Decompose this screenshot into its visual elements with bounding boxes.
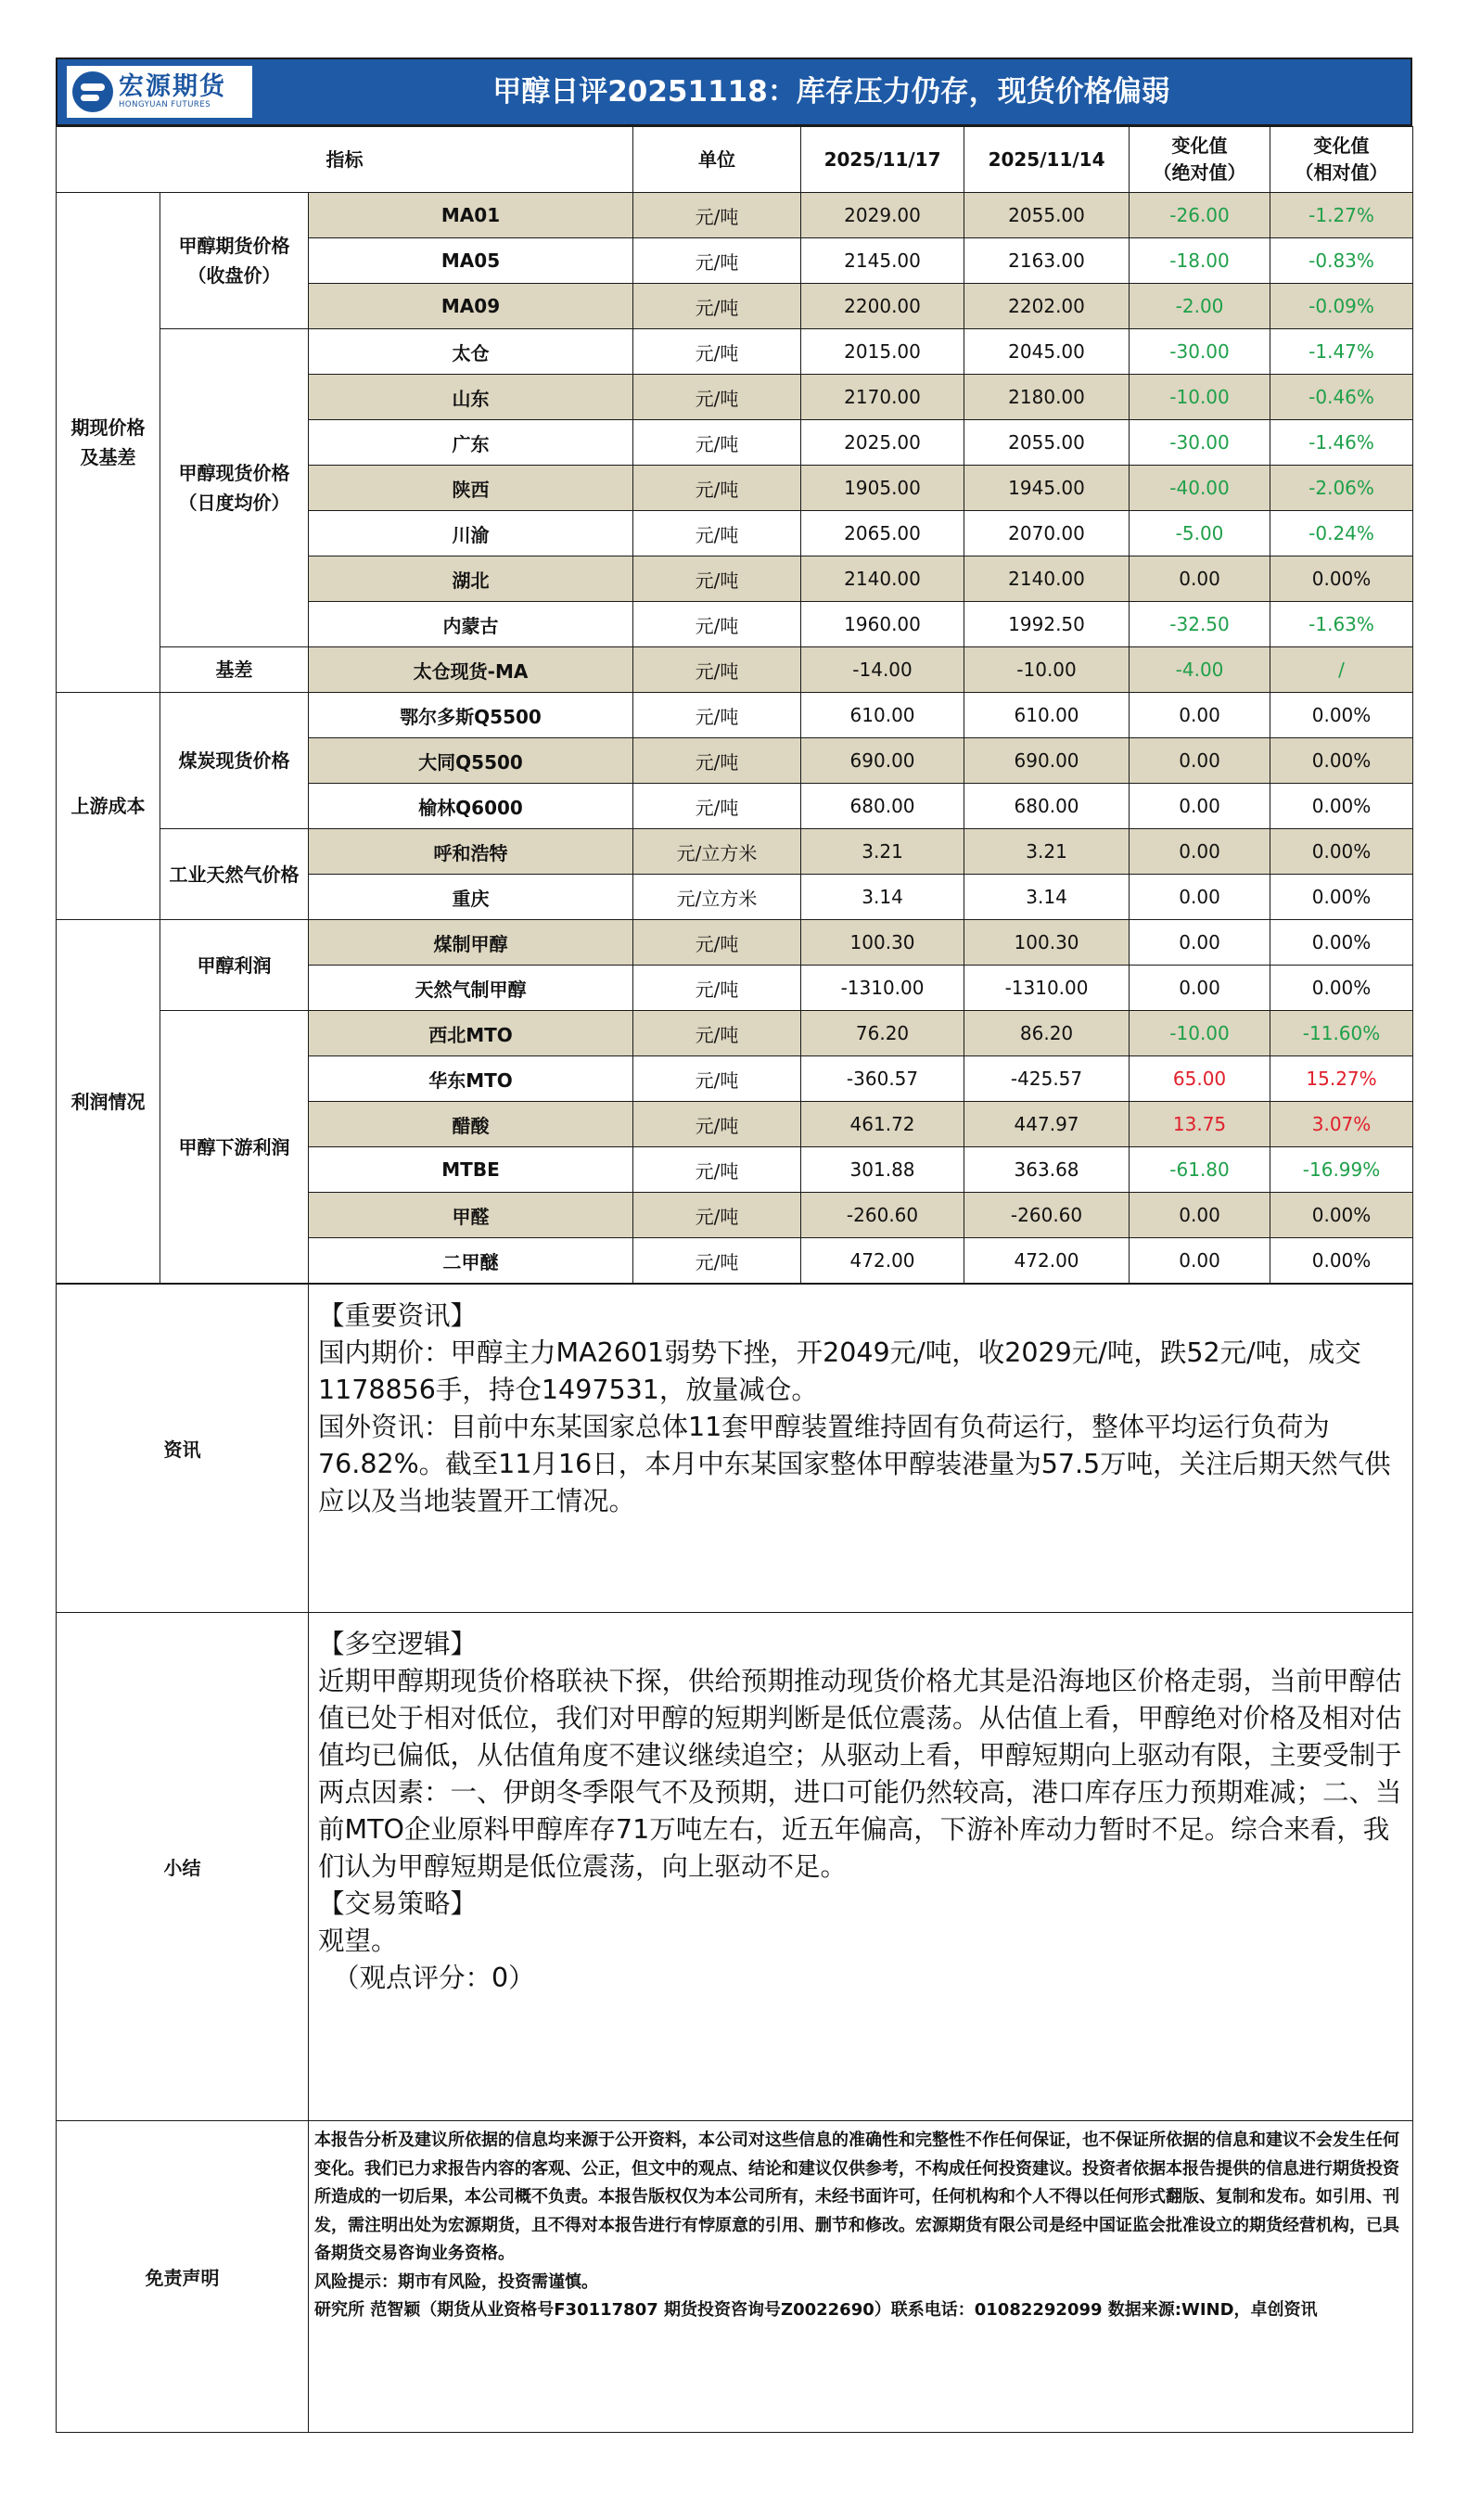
indicator-name: 山东 bbox=[309, 375, 633, 420]
table-row bbox=[57, 693, 1413, 738]
indicator-name: 陕西 bbox=[309, 466, 633, 511]
rel-change: -1.46% bbox=[1270, 420, 1413, 466]
table-row bbox=[57, 920, 1413, 966]
value-date2: 2045.00 bbox=[964, 329, 1130, 375]
unit-cell: 元/吨 bbox=[633, 238, 801, 284]
value-date2: 472.00 bbox=[964, 1238, 1130, 1284]
logic-text: 近期甲醇期现货价格联袂下探，供给预期推动现货价格尤其是沿海地区价格走弱，当前甲醇估值已处于相对低位，我们对甲醇的短期判断是低位震荡。从估值上看，甲醇绝对价格及相对估值均已偏低，从估值角度不建议继续追空；从驱动上看，甲醇短期向上驱动有限，主要受制于两点因素：一、伊朗冬季限气不及预期，进口可能仍然较高，港口库存压力预期难减；二、当前MTO企业原料甲醇库存71万吨左右，近五年偏高，下游补库动力暂时不足。综合来看，我们认为甲醇短期是低位震荡，向上驱动不足。 bbox=[318, 1666, 1402, 1882]
indicator-name: 醋酸 bbox=[309, 1102, 633, 1147]
subgroup-spot: 甲醇现货价格 （日度均价） bbox=[160, 329, 309, 647]
indicator-name: MTBE bbox=[309, 1147, 633, 1193]
value-date2: 100.30 bbox=[964, 920, 1130, 966]
unit-cell: 元/立方米 bbox=[633, 829, 801, 875]
rel-change: 0.00% bbox=[1270, 1193, 1413, 1238]
rel-change: 0.00% bbox=[1270, 556, 1413, 602]
abs-change: -32.50 bbox=[1130, 602, 1270, 647]
unit-cell: 元/吨 bbox=[633, 511, 801, 556]
abs-change: 13.75 bbox=[1130, 1102, 1270, 1147]
rel-change: -0.24% bbox=[1270, 511, 1413, 556]
abs-change: -5.00 bbox=[1130, 511, 1270, 556]
subgroup-gas: 工业天然气价格 bbox=[160, 829, 309, 920]
rel-change: -1.47% bbox=[1270, 329, 1413, 375]
abs-change: -4.00 bbox=[1130, 647, 1270, 693]
abs-change: -10.00 bbox=[1130, 375, 1270, 420]
value-date2: 2055.00 bbox=[964, 193, 1130, 238]
unit-cell: 元/吨 bbox=[633, 966, 801, 1011]
strategy-heading: 【交易策略】 bbox=[318, 1888, 478, 1919]
rel-change: -1.27% bbox=[1270, 193, 1413, 238]
unit-cell: 元/吨 bbox=[633, 1193, 801, 1238]
logic-heading: 【多空逻辑】 bbox=[318, 1629, 478, 1659]
value-date2: 2202.00 bbox=[964, 284, 1130, 329]
unit-cell: 元/吨 bbox=[633, 1011, 801, 1056]
indicator-name: 川渝 bbox=[309, 511, 633, 556]
unit-cell: 元/吨 bbox=[633, 693, 801, 738]
abs-change: 65.00 bbox=[1130, 1056, 1270, 1102]
abs-change: 0.00 bbox=[1130, 875, 1270, 920]
rel-change: 0.00% bbox=[1270, 693, 1413, 738]
unit-cell: 元/吨 bbox=[633, 284, 801, 329]
news-domestic: 国内期价：甲醇主力MA2601弱势下挫，开2049元/吨，收2029元/吨，跌52元/吨，成交1178856手，持仓1497531，放量减仓。 bbox=[318, 1337, 1361, 1405]
indicator-name: 大同Q5500 bbox=[309, 738, 633, 784]
unit-cell: 元/吨 bbox=[633, 420, 801, 466]
abs-change: -18.00 bbox=[1130, 238, 1270, 284]
value-date1: 2145.00 bbox=[801, 238, 964, 284]
value-date2: 680.00 bbox=[964, 784, 1130, 829]
value-date1: 2140.00 bbox=[801, 556, 964, 602]
summary-label: 小结 bbox=[57, 1613, 309, 2121]
unit-cell: 元/吨 bbox=[633, 920, 801, 966]
table-row bbox=[57, 193, 1413, 238]
value-date1: -14.00 bbox=[801, 647, 964, 693]
header-rel-change: 变化值 （相对值） bbox=[1270, 127, 1413, 193]
unit-cell: 元/吨 bbox=[633, 1102, 801, 1147]
unit-cell: 元/吨 bbox=[633, 602, 801, 647]
disclaimer-text: 本报告分析及建议所依据的信息均来源于公开资料，本公司对这些信息的准确性和完整性不作任何保证，也不保证所依据的信息和建议不会发生任何变化。我们已力求报告内容的客观、公正，但文中的观点、结论和建议仅供参考，不构成任何投资建议。投资者依据本报告提供的信息进行期货投资所造成的一切后果，本公司概不负责。本报告版权仅为本公司所有，未经书面许可，任何机构和个人不得以任何形式翻版、复制和发布。如引用、刊发，需注明出处为宏源期货，且不得对本报告进行有悖原意的引用、删节和修改。宏源期货有限公司是经中国证监会批准设立的期货经营机构，已具备期货交易咨询业务资格。 bbox=[314, 2130, 1399, 2263]
value-date1: -1310.00 bbox=[801, 966, 964, 1011]
title-bar bbox=[56, 58, 1412, 126]
table-header-row bbox=[57, 127, 1413, 193]
header-indicator: 指标 bbox=[57, 127, 633, 193]
value-date1: -360.57 bbox=[801, 1056, 964, 1102]
abs-change: -30.00 bbox=[1130, 420, 1270, 466]
abs-change: 0.00 bbox=[1130, 784, 1270, 829]
rel-change: 15.27% bbox=[1270, 1056, 1413, 1102]
rel-change: -16.99% bbox=[1270, 1147, 1413, 1193]
price-table bbox=[56, 126, 1413, 1284]
table-row bbox=[57, 647, 1413, 693]
news-label: 资讯 bbox=[57, 1285, 309, 1613]
unit-cell: 元/吨 bbox=[633, 375, 801, 420]
news-foreign: 国外资讯：目前中东某国家总体11套甲醇装置维持固有负荷运行，整体平均运行负荷为76.82%。截至11月16日，本月中东某国家整体甲醇装港量为57.5万吨，关注后期天然气供应以及当地装置开工情况。 bbox=[318, 1412, 1391, 1516]
value-date2: 363.68 bbox=[964, 1147, 1130, 1193]
group-upstream-cost: 上游成本 bbox=[57, 693, 160, 920]
abs-change: -30.00 bbox=[1130, 329, 1270, 375]
value-date2: 447.97 bbox=[964, 1102, 1130, 1147]
subgroup-basis: 基差 bbox=[160, 647, 309, 693]
indicator-name: 鄂尔多斯Q5500 bbox=[309, 693, 633, 738]
value-date1: 472.00 bbox=[801, 1238, 964, 1284]
group-profit: 利润情况 bbox=[57, 920, 160, 1284]
indicator-name: MA05 bbox=[309, 238, 633, 284]
abs-change: 0.00 bbox=[1130, 829, 1270, 875]
value-date1: 610.00 bbox=[801, 693, 964, 738]
value-date1: 1960.00 bbox=[801, 602, 964, 647]
header-unit: 单位 bbox=[633, 127, 801, 193]
indicator-name: 西北MTO bbox=[309, 1011, 633, 1056]
value-date1: -260.60 bbox=[801, 1193, 964, 1238]
unit-cell: 元/吨 bbox=[633, 1238, 801, 1284]
unit-cell: 元/吨 bbox=[633, 647, 801, 693]
indicator-name: MA09 bbox=[309, 284, 633, 329]
rel-change: -0.46% bbox=[1270, 375, 1413, 420]
abs-change: 0.00 bbox=[1130, 966, 1270, 1011]
abs-change: 0.00 bbox=[1130, 556, 1270, 602]
value-date2: 2070.00 bbox=[964, 511, 1130, 556]
rel-change: 3.07% bbox=[1270, 1102, 1413, 1147]
unit-cell: 元/吨 bbox=[633, 738, 801, 784]
rel-change: 0.00% bbox=[1270, 829, 1413, 875]
rel-change: -1.63% bbox=[1270, 602, 1413, 647]
abs-change: 0.00 bbox=[1130, 1238, 1270, 1284]
value-date2: 3.14 bbox=[964, 875, 1130, 920]
value-date1: 2170.00 bbox=[801, 375, 964, 420]
report-sheet bbox=[56, 58, 1412, 2433]
unit-cell: 元/吨 bbox=[633, 193, 801, 238]
abs-change: -10.00 bbox=[1130, 1011, 1270, 1056]
value-date1: 2200.00 bbox=[801, 284, 964, 329]
summary-section bbox=[309, 1613, 1413, 2121]
abs-change: 0.00 bbox=[1130, 1193, 1270, 1238]
abs-change: -26.00 bbox=[1130, 193, 1270, 238]
indicator-name: 甲醛 bbox=[309, 1193, 633, 1238]
value-date1: 3.21 bbox=[801, 829, 964, 875]
value-date1: 1905.00 bbox=[801, 466, 964, 511]
company-logo bbox=[67, 66, 252, 118]
rel-change: -0.09% bbox=[1270, 284, 1413, 329]
group-price-basis: 期现价格 及基差 bbox=[57, 193, 160, 693]
unit-cell: 元/吨 bbox=[633, 329, 801, 375]
value-date2: 1992.50 bbox=[964, 602, 1130, 647]
indicator-name: 湖北 bbox=[309, 556, 633, 602]
value-date2: 86.20 bbox=[964, 1011, 1130, 1056]
value-date1: 2029.00 bbox=[801, 193, 964, 238]
indicator-name: 二甲醚 bbox=[309, 1238, 633, 1284]
logo-mark-icon bbox=[72, 71, 113, 112]
value-date2: 1945.00 bbox=[964, 466, 1130, 511]
indicator-name: 太仓现货-MA bbox=[309, 647, 633, 693]
value-date2: 3.21 bbox=[964, 829, 1130, 875]
abs-change: 0.00 bbox=[1130, 693, 1270, 738]
indicator-name: MA01 bbox=[309, 193, 633, 238]
indicator-name: 华东MTO bbox=[309, 1056, 633, 1102]
news-section bbox=[309, 1285, 1413, 1613]
value-date1: 2025.00 bbox=[801, 420, 964, 466]
value-date2: 2180.00 bbox=[964, 375, 1130, 420]
disclaimer-section bbox=[309, 2121, 1413, 2433]
value-date1: 2015.00 bbox=[801, 329, 964, 375]
rel-change: 0.00% bbox=[1270, 875, 1413, 920]
value-date1: 301.88 bbox=[801, 1147, 964, 1193]
value-date1: 3.14 bbox=[801, 875, 964, 920]
notes-table bbox=[56, 1284, 1413, 2433]
rel-change: -0.83% bbox=[1270, 238, 1413, 284]
score-text: （观点评分：0） bbox=[333, 1963, 535, 1993]
indicator-name: 煤制甲醇 bbox=[309, 920, 633, 966]
rel-change: 0.00% bbox=[1270, 738, 1413, 784]
value-date2: -260.60 bbox=[964, 1193, 1130, 1238]
unit-cell: 元/立方米 bbox=[633, 875, 801, 920]
value-date2: 610.00 bbox=[964, 693, 1130, 738]
rel-change: -2.06% bbox=[1270, 466, 1413, 511]
disclaimer-label: 免责声明 bbox=[57, 2121, 309, 2433]
unit-cell: 元/吨 bbox=[633, 1056, 801, 1102]
strategy-text: 观望。 bbox=[318, 1925, 398, 1956]
abs-change: 0.00 bbox=[1130, 738, 1270, 784]
rel-change: / bbox=[1270, 647, 1413, 693]
report-title: 甲醇日评20251118：库存压力仍存，现货价格偏弱 bbox=[492, 75, 1170, 109]
unit-cell: 元/吨 bbox=[633, 784, 801, 829]
indicator-name: 天然气制甲醇 bbox=[309, 966, 633, 1011]
logo-en-text: HONGYUAN FUTURES bbox=[119, 99, 211, 109]
value-date2: 690.00 bbox=[964, 738, 1130, 784]
indicator-name: 太仓 bbox=[309, 329, 633, 375]
indicator-name: 重庆 bbox=[309, 875, 633, 920]
indicator-name: 内蒙古 bbox=[309, 602, 633, 647]
value-date2: -1310.00 bbox=[964, 966, 1130, 1011]
rel-change: 0.00% bbox=[1270, 1238, 1413, 1284]
value-date1: 680.00 bbox=[801, 784, 964, 829]
value-date2: -10.00 bbox=[964, 647, 1130, 693]
value-date1: 461.72 bbox=[801, 1102, 964, 1147]
rel-change: -11.60% bbox=[1270, 1011, 1413, 1056]
value-date2: 2055.00 bbox=[964, 420, 1130, 466]
table-row bbox=[57, 1011, 1413, 1056]
rel-change: 0.00% bbox=[1270, 784, 1413, 829]
unit-cell: 元/吨 bbox=[633, 466, 801, 511]
subgroup-futures: 甲醇期货价格 （收盘价） bbox=[160, 193, 309, 329]
abs-change: -40.00 bbox=[1130, 466, 1270, 511]
abs-change: 0.00 bbox=[1130, 920, 1270, 966]
author-text: 研究所 范智颖（期货从业资格号F30117807 期货投资咨询号Z0022690）联系电话：01082292099 数据来源:WIND，卓创资讯 bbox=[314, 2300, 1318, 2320]
indicator-name: 呼和浩特 bbox=[309, 829, 633, 875]
abs-change: -61.80 bbox=[1130, 1147, 1270, 1193]
indicator-name: 榆林Q6000 bbox=[309, 784, 633, 829]
header-date1: 2025/11/17 bbox=[801, 127, 964, 193]
rel-change: 0.00% bbox=[1270, 920, 1413, 966]
value-date2: 2163.00 bbox=[964, 238, 1130, 284]
abs-change: -2.00 bbox=[1130, 284, 1270, 329]
subgroup-methanol-profit: 甲醇利润 bbox=[160, 920, 309, 1011]
unit-cell: 元/吨 bbox=[633, 1147, 801, 1193]
header-abs-change: 变化值 （绝对值） bbox=[1130, 127, 1270, 193]
subgroup-coal: 煤炭现货价格 bbox=[160, 693, 309, 829]
news-heading: 【重要资讯】 bbox=[318, 1300, 478, 1331]
logo-cn-text: 宏源期货 bbox=[119, 72, 226, 102]
table-row bbox=[57, 829, 1413, 875]
unit-cell: 元/吨 bbox=[633, 556, 801, 602]
value-date1: 100.30 bbox=[801, 920, 964, 966]
value-date1: 690.00 bbox=[801, 738, 964, 784]
table-row bbox=[57, 329, 1413, 375]
risk-text: 风险提示：期市有风险，投资需谨慎。 bbox=[314, 2271, 598, 2292]
value-date1: 76.20 bbox=[801, 1011, 964, 1056]
indicator-name: 广东 bbox=[309, 420, 633, 466]
value-date2: 2140.00 bbox=[964, 556, 1130, 602]
value-date2: -425.57 bbox=[964, 1056, 1130, 1102]
rel-change: 0.00% bbox=[1270, 966, 1413, 1011]
subgroup-downstream-profit: 甲醇下游利润 bbox=[160, 1011, 309, 1284]
header-date2: 2025/11/14 bbox=[964, 127, 1130, 193]
value-date1: 2065.00 bbox=[801, 511, 964, 556]
